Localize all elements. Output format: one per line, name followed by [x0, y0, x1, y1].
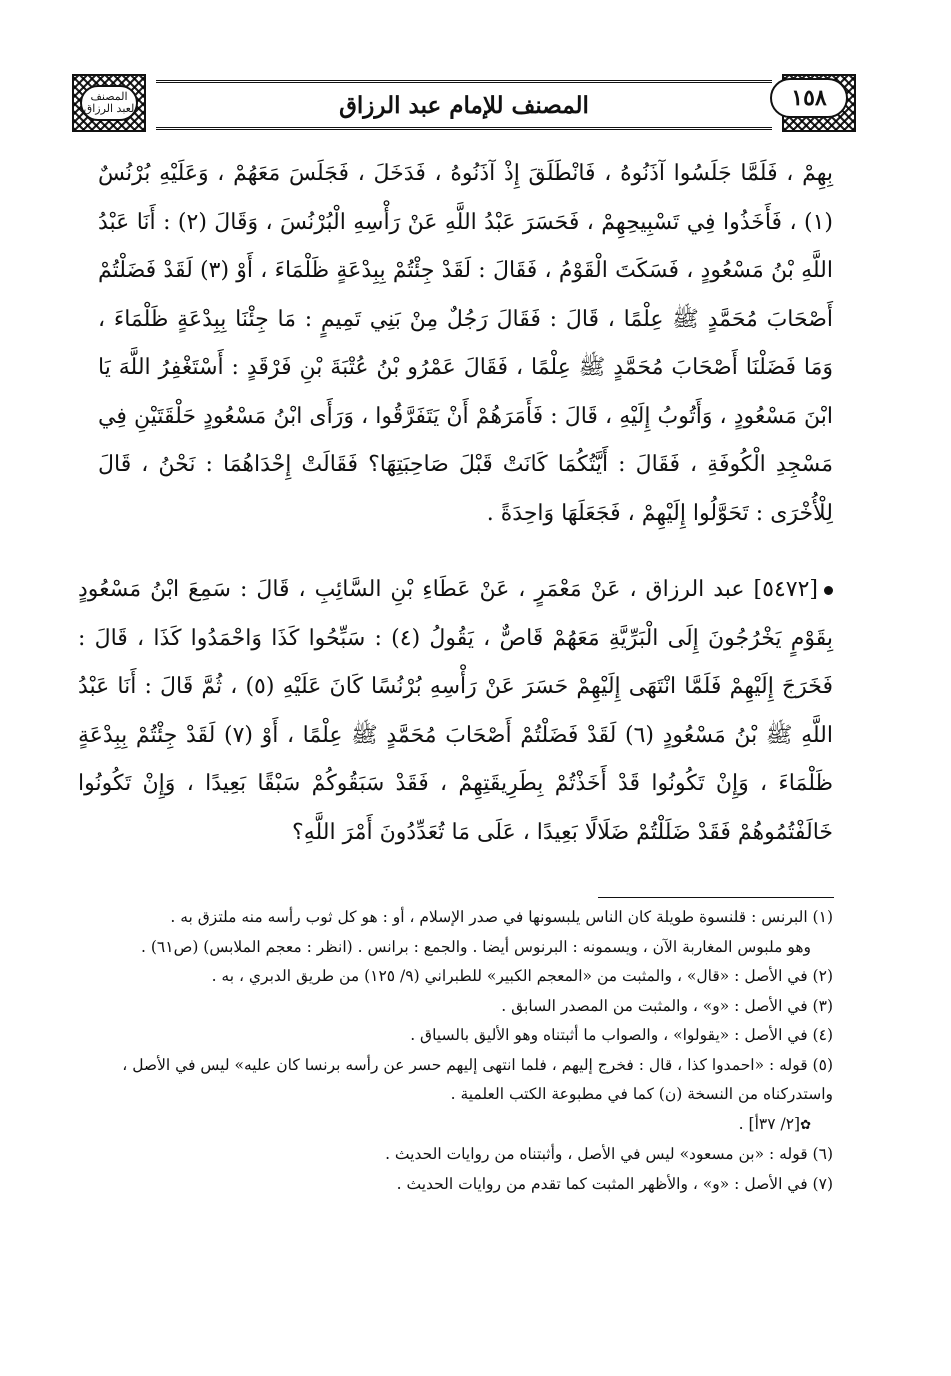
- footnote-7: (٧) في الأصل : «و» ، والأظهر المثبت كما تقدم من روايات الحديث .: [396, 1174, 833, 1193]
- book-emblem: المصنف لعبد الرزاق: [80, 85, 138, 121]
- footnote-divider: [598, 897, 834, 898]
- manuscript-reference: [98, 1110, 833, 1141]
- footnote-1-continued: وهو ملبوس المغاربة الآن ، ويسمونه : البرنوس أيضا . والجمع : برانس . (انظر : معجم الملابس) (ص٦١) .: [141, 937, 811, 956]
- footnote-1: (١) البرنس : قلنسوة طويلة كان الناس يلبسونها في صدر الإسلام ، أو : هو كل ثوب رأسه منه ملتزق به .: [170, 908, 833, 926]
- folio-mark-icon: ✿: [800, 1117, 811, 1133]
- book-title: المصنف للإمام عبد الرزاق: [339, 91, 589, 119]
- bullet-icon: [824, 586, 833, 595]
- running-title: [156, 80, 772, 130]
- footnote-4: (٤) في الأصل : «يقولوا» ، والصواب ما أثبتناه وهو الأليق بالسياق .: [410, 1026, 833, 1044]
- header-ornament-left: [72, 74, 146, 132]
- manuscript-reference-text: [٢/ ٣٧أ] .: [738, 1114, 801, 1133]
- main-text: [98, 150, 833, 538]
- footnotes: [98, 903, 833, 1199]
- footnote-5: (٥) قوله : «احمدوا كذا ، قال : فخرج إليهم ، فلما انتهى إليهم حسر عن رأسه برنسا كان عليه» ليس في الأصل ، واستدركناه من النسخة (ن) كما في مطبوعة الكتب العلمية .: [122, 1055, 833, 1103]
- hadith-number: [٥٤٧٢]: [753, 577, 818, 602]
- page-header: [72, 74, 856, 132]
- hadith-text: عبد الرزاق ، عَنْ مَعْمَرٍ ، عَنْ عَطَاءِ بْنِ السَّائِبِ ، قَالَ : سَمِعَ ابْنُ مَسْعُودٍ بِقَوْمٍ يَخْرُجُونَ إِلَى الْبَرِّيَّةِ مَعَهُمْ قَاصٌّ ، يَقُولُ (٤) : سَبِّحُوا كَذَا وَاحْمَدُوا كَذَا ، قَالَ : فَخَرَجَ إِلَيْهِمْ فَلَمَّا انْتَهَى إِلَيْهِمْ حَسَرَ عَنْ رَأْسِهِ بُرْنُسًا كَانَ عَلَيْهِ (٥) ، ثُمَّ قَالَ : أَنَا عَبْدُ اللَّهِ ﷺ بْنُ مَسْعُودٍ (٦) لَقَدْ فَضَلْتُمْ أَصْحَابَ مُحَمَّدٍ ﷺ عِلْمًا ، أَوْ (٧) لَقَدْ جِئْتُمْ بِبِدْعَةٍ ظَلْمَاءَ ، وَإِنْ تَكُونُوا قَدْ أَخَذْتُمْ بِطَرِيقَتِهِمْ ، فَقَدْ سَبَقُوكُمْ سَبْقًا بَعِيدًا ، وَإِنْ تَكُونُوا خَالَفْتُمُوهُمْ فَقَدْ ضَلَلْتُمْ ضَلَالًا بَعِيدًا ، عَلَى مَا تُعَدِّدُونَ أَمْرَ اللَّهِ؟: [78, 577, 833, 845]
- footnote-2: (٢) في الأصل : «قال» ، والمثبت من «المعجم الكبير» للطبراني (٩/ ١٢٥) من طريق الدبري ، به .: [211, 967, 833, 985]
- page-number: ١٥٨: [770, 78, 848, 118]
- paragraph-continued: بِهِمْ ، فَلَمَّا جَلَسُوا آذَنُوهُ ، فَانْطَلَقَ إِذْ آذَنُوهُ ، فَدَخَلَ ، فَجَلَسَ مَعَهُمْ ، وَعَلَيْهِ بُرْنُسٌ (١) ، فَأَخَذُوا فِي تَسْبِيحِهِمْ ، فَحَسَرَ عَبْدُ اللَّهِ عَنْ رَأْسِهِ الْبُرْنُسَ ، وَقَالَ (٢) : أَنَا عَبْدُ اللَّهِ بْنُ مَسْعُودٍ ، فَسَكَتَ الْقَوْمُ ، فَقَالَ : لَقَدْ جِئْتُمْ بِبِدْعَةٍ ظَلْمَاءَ ، أَوْ (٣) لَقَدْ فَضَلْتُمْ أَصْحَابَ مُحَمَّدٍ ﷺ عِلْمًا ، قَالَ : فَقَالَ رَجُلٌ مِنْ بَنِي تَمِيمٍ : مَا جِئْنَا بِبِدْعَةٍ ظَلْمَاءَ ، وَمَا فَضَلْنَا أَصْحَابَ مُحَمَّدٍ ﷺ عِلْمًا ، فَقَالَ عَمْرُو بْنُ عُتْبَةَ بْنِ فَرْقَدٍ : أَسْتَغْفِرُ اللَّهَ يَا ابْنَ مَسْعُودٍ ، وَأَتُوبُ إِلَيْهِ ، قَالَ : فَأَمَرَهُمْ أَنْ يَتَفَرَّقُوا ، وَرَأَى ابْنُ مَسْعُودٍ حَلْقَتَيْنِ فِي مَسْجِدِ الْكُوفَةِ ، فَقَالَ : أَيَّتُكُمَا كَانَتْ قَبْلَ صَاحِبَتِهَا؟ فَقَالَتْ إِحْدَاهُمَا : نَحْنُ ، قَالَ لِلْأُخْرَى : تَحَوَّلُوا إِلَيْهِمْ ، فَجَعَلَهَا وَاحِدَةً .: [98, 161, 833, 526]
- hadith-block: [78, 566, 833, 858]
- footnote-3: (٣) في الأصل : «و» ، والمثبت من المصدر السابق .: [501, 996, 833, 1015]
- footnote-6: (٦) قوله : «بن مسعود» ليس في الأصل ، وأثبتناه من روايات الحديث .: [385, 1145, 833, 1163]
